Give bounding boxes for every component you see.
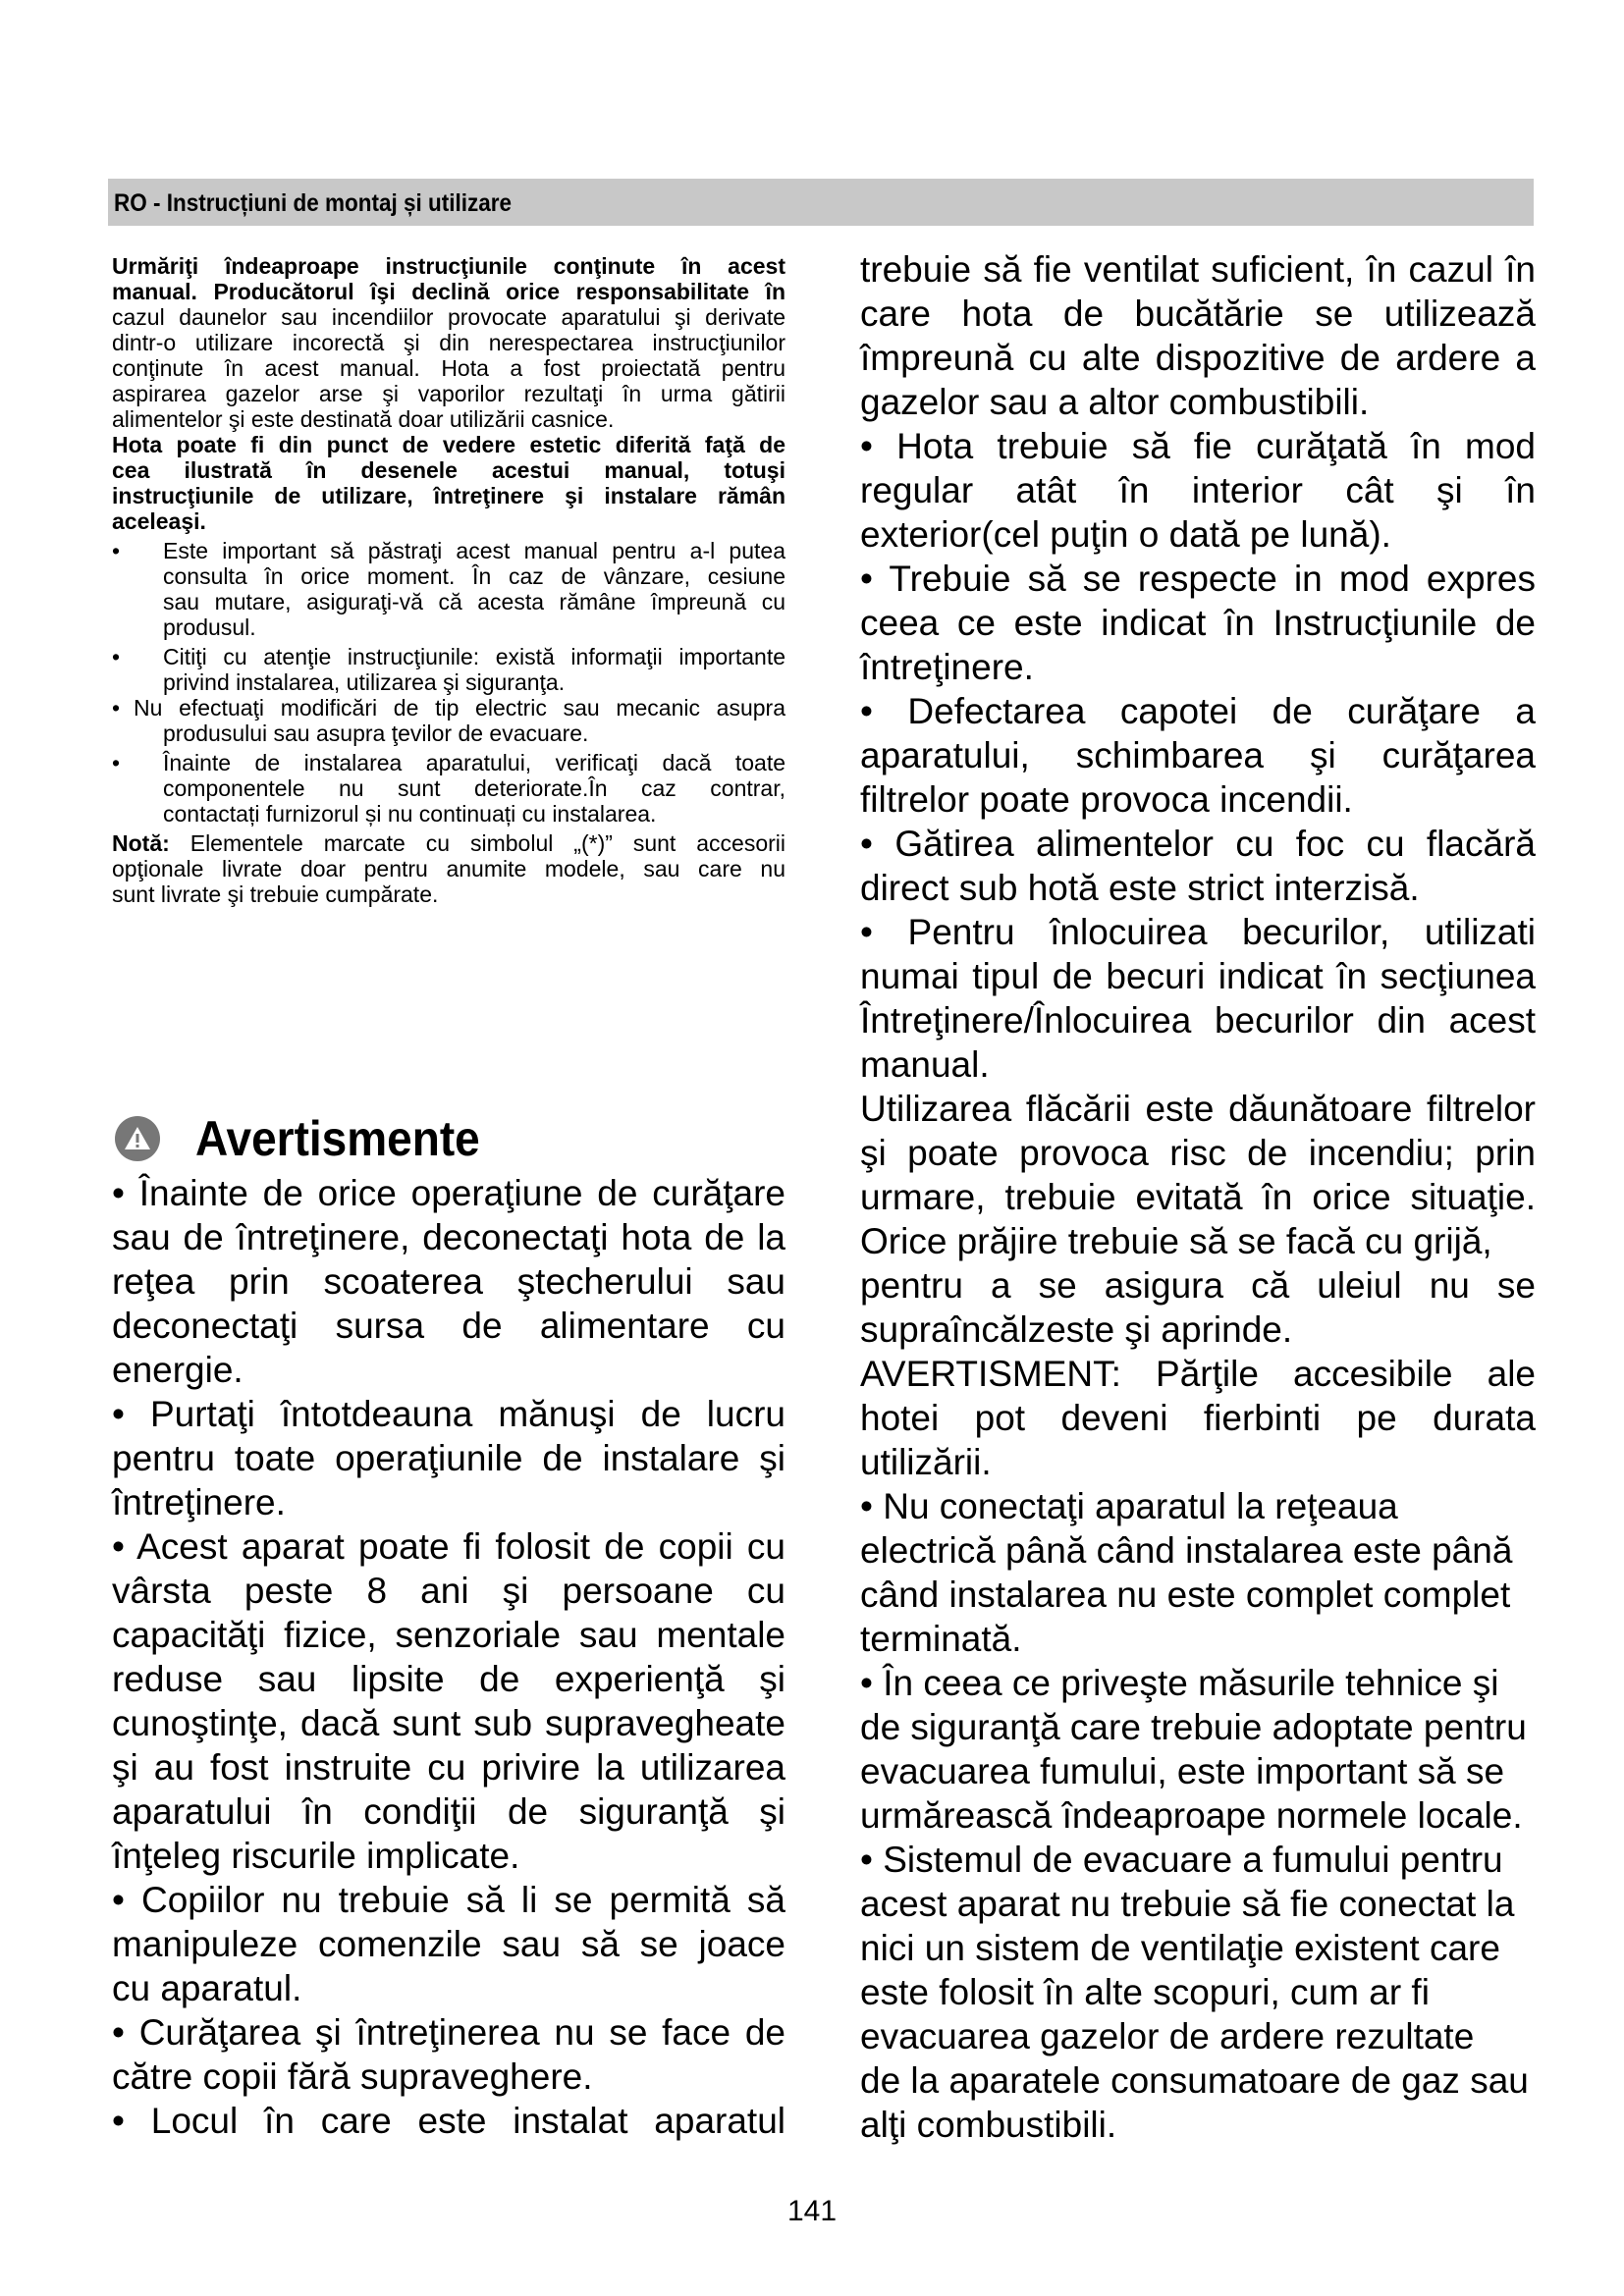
warning-line: regular atât în interior cât şi în [860,470,1536,510]
warning-line: evacuarea gazelor de ardere rezultate [860,2016,1475,2056]
warning-line: Întreţinere/Înlocuirea becurilor din acest [860,1000,1536,1041]
page-number: 141 [786,2195,838,2227]
warning-line: şi au fost instruite cu privire la utilizarea [112,1747,785,1788]
warning-line: manipuleze comenzile sau să se joace [112,1924,785,1964]
warning-line: • Defectarea capotei de curăţare a [860,691,1536,731]
warning-line: alţi combustibili. [860,2105,1117,2145]
intro-line: instrucţiunile de utilizare, întreţinere şi instalare rămân [112,483,785,508]
warning-line: • Sistemul de evacuare a fumului pentru [860,1840,1503,1880]
warning-line: deconectaţi sursa de alimentare cu [112,1306,785,1346]
intro-line: aspirarea gazelor arse şi vaporilor rezultaţi în urma gătirii [112,381,785,406]
warning-line: • Gătirea alimentelor cu foc cu flacără [860,824,1536,864]
warning-line: • Hota trebuie să fie curăţată în mod [860,426,1536,466]
warning-line: Orice prăjire trebuie să se facă cu grijă, [860,1221,1492,1261]
warning-line: supraîncălzeste şi aprinde. [860,1309,1293,1350]
warning-line: întreţinere. [112,1482,286,1522]
note-line: opţionale livrate doar pentru anumite modele, sau care nu [112,856,785,881]
warning-line: pentru toate operaţiunile de instalare şi [112,1438,785,1478]
bullet-item [112,695,785,746]
bullet-line: Citiţi cu atenţie instrucţiunile: există informaţii importante [163,644,785,669]
intro-line [112,279,785,304]
bullet-line: sau mutare, asiguraţi-vă că acesta rămâne împreună cu [163,589,785,614]
warning-line: reduse sau lipsite de experienţă şi [112,1659,785,1699]
bullet-item [112,538,785,640]
intro-line: Urmăriţi îndeaproape instrucţiunile conţinute în acest [112,253,785,279]
warning-line: acest aparat nu trebuie să fie conectat la [860,1884,1515,1924]
warnings-title: Avertismente [195,1111,480,1166]
warning-line: utilizării. [860,1442,992,1482]
warning-line: • Curăţarea şi întreţinerea nu se face de [112,2012,785,2053]
warning-line: hotei pot deveni fierbinti pe durata [860,1398,1536,1438]
warning-line: terminată. [860,1619,1022,1659]
bullet-line: Înainte de instalarea aparatului, verificaţi dacă toate [163,750,785,775]
warning-line: care hota de bucătărie se utilizează [860,294,1536,334]
warning-line: sau de întreţinere, deconectaţi hota de la [112,1217,785,1257]
bullet-line: privind instalarea, utilizarea şi siguranţa. [163,669,566,695]
note-line [112,830,785,856]
warnings-heading [115,1109,505,1168]
warning-triangle-icon [115,1116,160,1161]
warning-line: înţeleg riscurile implicate. [112,1836,520,1876]
intro-line: aceleaşi. [112,508,206,534]
warning-line: este folosit în alte scopuri, cum ar fi [860,1972,1430,2012]
section-title: RO - Instrucțiuni de montaj și utilizare [114,189,513,217]
note-label: Notă: [112,830,170,856]
warning-line: urmărească îndeaproape normele locale. [860,1795,1523,1836]
warning-line: • Pentru înlocuirea becurilor, utilizati [860,912,1536,952]
warning-line: Utilizarea flăcării este dăunătoare filtrelor [860,1089,1536,1129]
intro-line: conţinute în acest manual. Hota a fost proiectată pentru [112,355,785,381]
bullet-symbol: • [112,695,121,721]
warnings-right-column [860,247,1536,2147]
warning-line: • Trebuie să se respecte in mod expres [860,559,1536,599]
warning-line: capacităţi fizice, senzoriale sau mentale [112,1615,785,1655]
warning-line: urmare, trebuie evitată în orice situaţie. [860,1177,1536,1217]
intro-line: cea ilustrată în desenele acestui manual, totuşi [112,457,785,483]
warning-line: evacuarea fumului, este important să se [860,1751,1505,1791]
bullet-line: produsului sau asupra ţevilor de evacuare. [163,721,589,746]
bullet-line: produsul. [163,614,256,640]
warning-line: numai tipul de becuri indicat în secţiunea [860,956,1536,996]
note-text: Elementele marcate cu simbolul „(*)” sunt accesorii [169,830,785,856]
bullet-line: contactați furnizorul și nu continuați cu instalarea. [163,801,657,827]
intro-line-text: manual. Producătorul îşi declină orice responsabilitate în [112,279,785,304]
bullet-line: componentele nu sunt deteriorate.În caz contrar, [163,775,785,801]
bullet-symbol: • [112,750,121,775]
warning-line: împreună cu alte dispozitive de ardere a [860,338,1536,378]
bullet-symbol: • [112,644,121,669]
warning-line: către copii fără supraveghere. [112,2056,593,2097]
warning-line: exterior(cel puţin o dată pe lună). [860,514,1391,555]
note-line: sunt livrate şi trebuie cumpărate. [112,881,439,907]
warning-line: vârsta peste 8 ani şi persoane cu [112,1571,785,1611]
warning-line: reţea prin scoaterea ştecherului sau [112,1261,785,1302]
warning-line: întreţinere. [860,647,1034,687]
bullet-line: Este important să păstraţi acest manual pentru a-l putea [163,538,785,563]
warning-line: energie. [112,1350,244,1390]
warning-line: cu aparatul. [112,1968,302,2008]
warning-line: • Purtaţi întotdeauna mănuşi de lucru [112,1394,785,1434]
warning-line: când instalarea nu este complet complet [860,1575,1511,1615]
warning-line: cunoştinţe, dacă sunt sub supravegheate [112,1703,785,1743]
warning-line: manual. [860,1044,990,1085]
warning-line: direct sub hotă este strict interzisă. [860,868,1420,908]
warning-line: trebuie să fie ventilat suficient, în cazul în [860,249,1536,290]
bullet-line: Nu efectuaţi modificări de tip electric sau mecanic asupra [134,695,785,721]
warning-line: • Nu conectaţi aparatul la reţeaua [860,1486,1398,1526]
section-header-bar [108,179,1534,226]
bullet-item [112,750,785,827]
warning-line: • Acest aparat poate fi folosit de copii cu [112,1526,785,1567]
warning-line: de la aparatele consumatoare de gaz sau [860,2060,1529,2101]
intro-line: dintr-o utilizare incorectă şi din nerespectarea instrucţiunilor [112,330,785,355]
warning-line: electrică până când instalarea este până [860,1530,1513,1571]
warning-line: filtrelor poate provoca incendii. [860,779,1353,820]
warning-line: şi poate provoca risc de incendiu; prin [860,1133,1536,1173]
bullet-symbol: • [112,538,121,563]
warning-line: pentru a se asigura că uleiul nu se [860,1265,1536,1306]
intro-line: cazul daunelor sau incendiilor provocate aparatului şi derivate [112,304,785,330]
intro-section [112,253,785,907]
warning-line: ceea ce este indicat în Instrucţiunile de [860,603,1536,643]
bullet-line: consulta în orice moment. În caz de vânzare, cesiune [163,563,785,589]
warning-line: AVERTISMENT: Părţile accesibile ale [860,1354,1536,1394]
warning-line: nici un sistem de ventilaţie existent care [860,1928,1500,1968]
warning-line: • Copiilor nu trebuie să li se permită să [112,1880,785,1920]
warning-line: • Înainte de orice operaţiune de curăţare [112,1173,785,1213]
warnings-left-column [112,1171,785,2143]
warning-line: aparatului, schimbarea şi curăţarea [860,735,1536,775]
warning-line: • Locul în care este instalat aparatul [112,2101,785,2141]
warning-line: • În ceea ce priveşte măsurile tehnice şi [860,1663,1499,1703]
intro-line: Hota poate fi din punct de vedere estetic diferită faţă de [112,432,785,457]
intro-line: alimentelor şi este destinată doar utilizării casnice. [112,406,615,432]
warning-line: gazelor sau a altor combustibili. [860,382,1370,422]
warning-line: aparatului în condiţii de siguranţă şi [112,1791,785,1832]
bullet-item [112,644,785,695]
warning-line: de siguranţă care trebuie adoptate pentru [860,1707,1527,1747]
